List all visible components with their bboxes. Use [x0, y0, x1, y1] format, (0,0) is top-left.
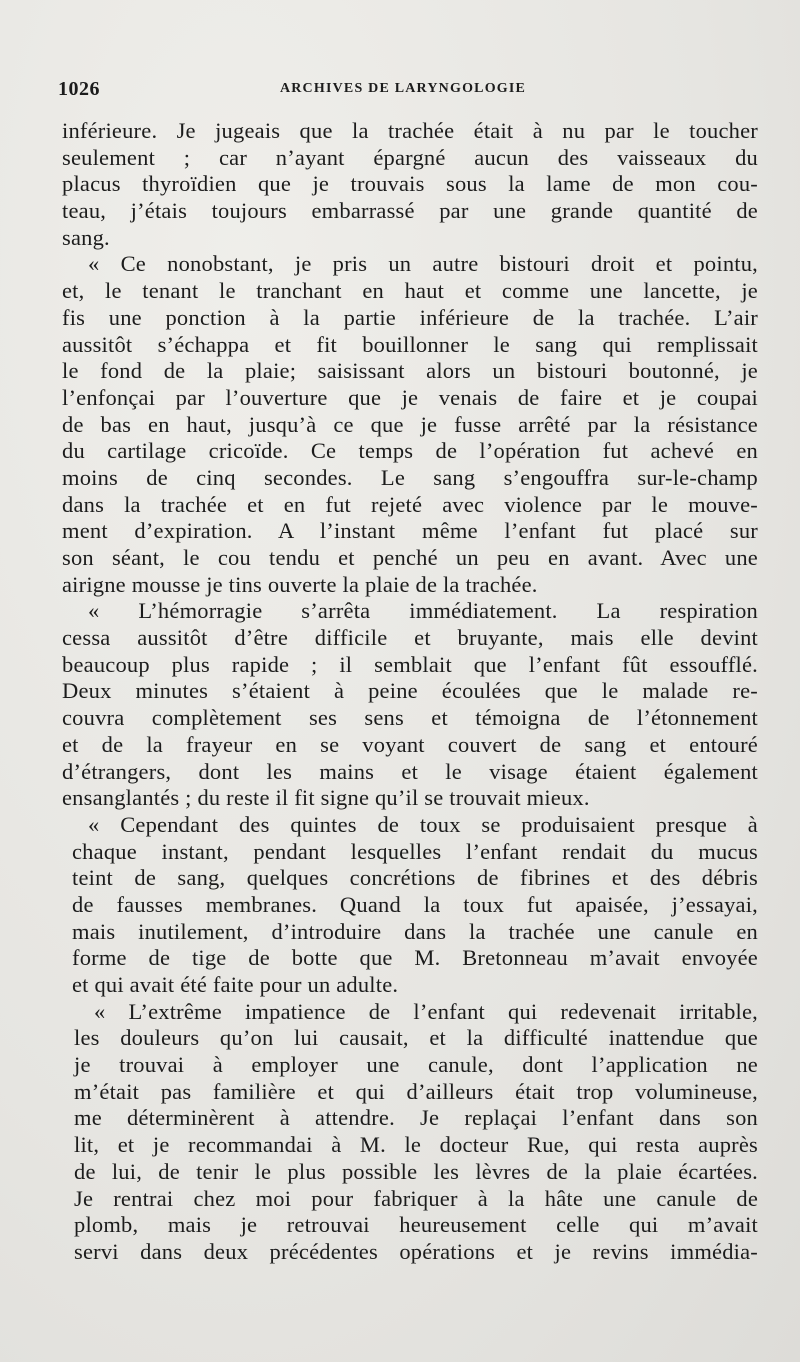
text-line: d’étrangers, dont les mains et le visage étaient également: [62, 758, 758, 784]
text-line: de fausses membranes. Quand la toux fut apaisée, j’essayai,: [72, 891, 758, 917]
text-line: le fond de la plaie; saisissant alors un bistouri boutonné, je: [62, 358, 758, 384]
text-line: servi dans deux précédentes opérations et je revins immédia-: [74, 1238, 758, 1264]
text-line: teint de sang, quelques concrétions de fibrines et des débris: [72, 865, 758, 891]
text-line: son séant, le cou tendu et penché un peu en avant. Avec une: [62, 545, 758, 570]
text-line: chaque instant, pendant lesquelles l’enfant rendait du mucus: [72, 838, 758, 864]
text-line: lit, et je recommandai à M. le docteur Rue, qui resta auprès: [74, 1132, 758, 1158]
text-line: les douleurs qu’on lui causait, et la difficulté inattendue que: [74, 1025, 758, 1051]
text-line: et, le tenant le tranchant en haut et comme une lancette, je: [62, 278, 758, 304]
text-line: et qui avait été faite pour un adulte.: [72, 972, 399, 997]
text-line: de lui, de tenir le plus possible les lèvres de la plaie écartées.: [74, 1158, 758, 1184]
text-line: Deux minutes s’étaient à peine écoulées que le malade re-: [62, 678, 758, 704]
text-line: « Ce nonobstant, je pris un autre bistouri droit et pointu,: [88, 251, 758, 277]
text-line: dans la trachée et en fut rejeté avec violence par le mouve-: [62, 491, 758, 517]
text-line: m’était pas familière et qui d’ailleurs était trop volumineuse,: [74, 1078, 758, 1104]
running-title: ARCHIVES DE LARYNGOLOGIE: [279, 81, 527, 96]
text-line: seulement ; car n’ayant épargné aucun des vaisseaux du: [62, 144, 758, 170]
text-line: forme de tige de botte que M. Bretonneau m’avait envoyée: [72, 945, 758, 971]
text-line: teau, j’étais toujours embarrassé par une grande quantité de: [62, 198, 758, 224]
text-line: ment d’expiration. A l’instant même l’enfant fut placé sur: [62, 518, 758, 544]
text-line: aussitôt s’échappa et fit bouillonner le sang qui remplissait: [62, 331, 758, 357]
page-header: [58, 78, 748, 102]
text-line: du cartilage cricoïde. Ce temps de l’opération fut achevé en: [62, 438, 758, 464]
text-line: ensanglantés ; du reste il fit signe qu’il se trouvait mieux.: [62, 785, 590, 811]
text-line: cessa aussitôt d’être difficile et bruyante, mais elle devint: [62, 625, 758, 651]
text-line: me déterminèrent à attendre. Je replaçai l’enfant dans son: [74, 1105, 758, 1131]
text-line: inférieure. Je jugeais que la trachée était à nu par le toucher: [62, 118, 758, 143]
text-line: placus thyroïdien que je trouvais sous la lame de mon cou-: [62, 171, 758, 197]
body-text: [58, 118, 758, 1266]
text-line: je trouvai à employer une canule, dont l’application ne: [74, 1052, 758, 1078]
text-line: et de la frayeur en se voyant couvert de sang et entouré: [62, 731, 758, 757]
text-line: beaucoup plus rapide ; il semblait que l’enfant fût essoufflé.: [62, 651, 758, 677]
text-line: « L’hémorragie s’arrêta immédiatement. La respiration: [88, 598, 758, 624]
text-line: sang.: [62, 224, 110, 250]
text-line: airigne mousse je tins ouverte la plaie de la trachée.: [62, 571, 538, 597]
text-line: plomb, mais je retrouvai heureusement celle qui m’avait: [74, 1212, 758, 1238]
text-line: couvra complètement ses sens et témoigna de l’étonnement: [62, 705, 758, 731]
text-line: l’enfonçai par l’ouverture que je venais de faire et je coupai: [62, 384, 758, 410]
page-number: 1026: [58, 78, 100, 100]
text-line: « Cependant des quintes de toux se produisaient presque à: [88, 811, 758, 837]
text-line: moins de cinq secondes. Le sang s’engouffra sur-le-champ: [62, 464, 758, 490]
text-line: de bas en haut, jusqu’à ce que je fusse arrêté par la résistance: [62, 411, 758, 437]
text-line: Je rentrai chez moi pour fabriquer à la hâte une canule de: [74, 1185, 758, 1211]
text-line: fis une ponction à la partie inférieure de la trachée. L’air: [62, 304, 758, 330]
text-line: « L’extrême impatience de l’enfant qui redevenait irritable,: [94, 998, 758, 1024]
text-line: mais inutilement, d’introduire dans la trachée une canule en: [72, 918, 758, 944]
